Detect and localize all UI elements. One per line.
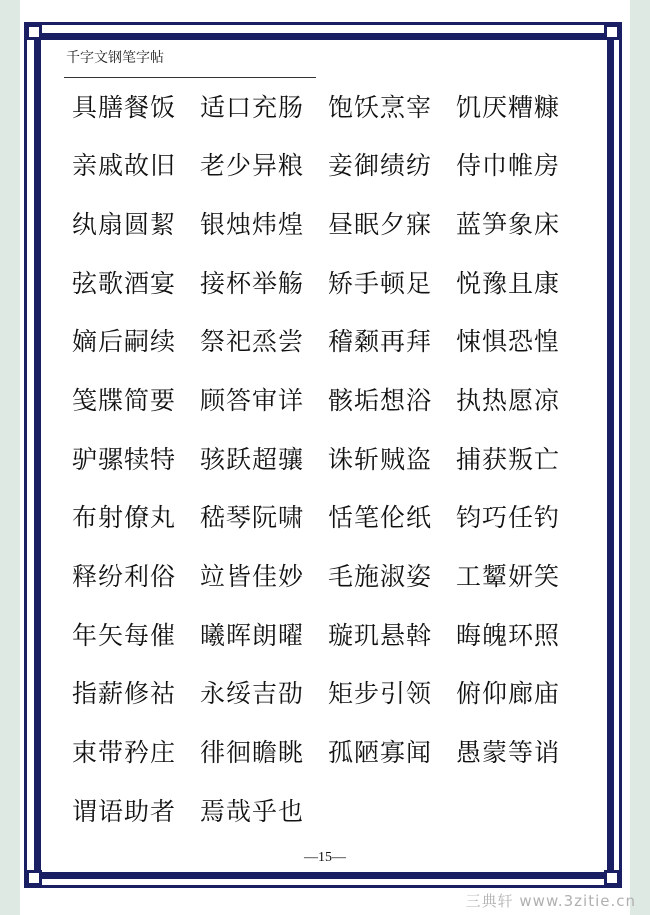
phrase: 竝皆佳妙 bbox=[200, 562, 305, 591]
phrase: 骇跃超骧 bbox=[200, 445, 305, 474]
phrase: 愚蒙等诮 bbox=[456, 738, 561, 767]
frame-corner-bottom-left bbox=[26, 870, 42, 886]
phrase: 骸垢想浴 bbox=[328, 386, 433, 415]
phrase: 稽颡再拜 bbox=[328, 327, 433, 356]
phrase: 永绥吉劭 bbox=[200, 679, 305, 708]
phrase: 笺牒简要 bbox=[72, 386, 177, 415]
phrase: 执热愿凉 bbox=[456, 386, 561, 415]
phrase: 工颦妍笑 bbox=[456, 562, 561, 591]
phrase: 谓语助者 bbox=[72, 797, 177, 826]
phrase: 焉哉乎也 bbox=[200, 797, 305, 826]
watermark: 三典轩 www.3zitie.cn bbox=[465, 892, 636, 910]
phrase: 弦歌酒宴 bbox=[72, 269, 177, 298]
phrase: 妾御绩纺 bbox=[328, 151, 433, 180]
phrase: 银烛炜煌 bbox=[200, 210, 305, 239]
frame-corner-bottom-right bbox=[604, 870, 620, 886]
phrase: 老少异粮 bbox=[200, 151, 305, 180]
phrase: 驴骡犊特 bbox=[72, 445, 177, 474]
phrase: 祭祀烝尝 bbox=[200, 327, 305, 356]
frame-corner-top-left bbox=[26, 24, 42, 40]
phrase: 适口充肠 bbox=[200, 93, 305, 122]
phrase: 嫡后嗣续 bbox=[72, 327, 177, 356]
phrase: 俯仰廊庙 bbox=[456, 679, 561, 708]
frame-corner-top-right bbox=[604, 24, 620, 40]
left-side-band bbox=[0, 0, 20, 915]
phrase: 接杯举觞 bbox=[200, 269, 305, 298]
phrase: 侍巾帷房 bbox=[456, 151, 561, 180]
phrase: 曦晖朗曜 bbox=[200, 621, 305, 650]
page-title: 千字文钢笔字帖 bbox=[66, 50, 164, 66]
title-underline bbox=[64, 77, 316, 78]
phrase: 年矢每催 bbox=[72, 621, 177, 650]
right-side-band bbox=[630, 0, 650, 915]
phrase: 纨扇圆絜 bbox=[72, 210, 177, 239]
phrase: 矫手顿足 bbox=[328, 269, 433, 298]
phrase: 亲戚故旧 bbox=[72, 151, 177, 180]
phrase: 矩步引领 bbox=[328, 679, 433, 708]
phrase: 嵇琴阮啸 bbox=[200, 503, 305, 532]
phrase: 诛斩贼盗 bbox=[328, 445, 433, 474]
phrase: 指薪修祜 bbox=[72, 679, 177, 708]
phrase: 晦魄环照 bbox=[456, 621, 561, 650]
phrase: 具膳餐饭 bbox=[72, 93, 177, 122]
phrase: 布射僚丸 bbox=[72, 503, 177, 532]
phrase: 束带矜庄 bbox=[72, 738, 177, 767]
phrase: 钧巧任钓 bbox=[456, 503, 561, 532]
phrase: 悚惧恐惶 bbox=[456, 327, 561, 356]
phrase: 璇玑悬斡 bbox=[328, 621, 433, 650]
phrase: 徘徊瞻眺 bbox=[200, 738, 305, 767]
phrase: 饱饫烹宰 bbox=[328, 93, 433, 122]
phrase: 悦豫且康 bbox=[456, 269, 561, 298]
phrase: 孤陋寡闻 bbox=[328, 738, 433, 767]
phrase: 毛施淑姿 bbox=[328, 562, 433, 591]
phrase: 捕获叛亡 bbox=[456, 445, 561, 474]
phrase-grid bbox=[72, 88, 582, 848]
phrase: 顾答审详 bbox=[200, 386, 305, 415]
phrase: 饥厌糟糠 bbox=[456, 93, 561, 122]
page-number: —15— bbox=[304, 850, 346, 865]
phrase: 蓝笋象床 bbox=[456, 210, 561, 239]
phrase: 恬笔伦纸 bbox=[328, 503, 433, 532]
phrase: 昼眠夕寐 bbox=[328, 210, 433, 239]
phrase: 释纷利俗 bbox=[72, 562, 177, 591]
